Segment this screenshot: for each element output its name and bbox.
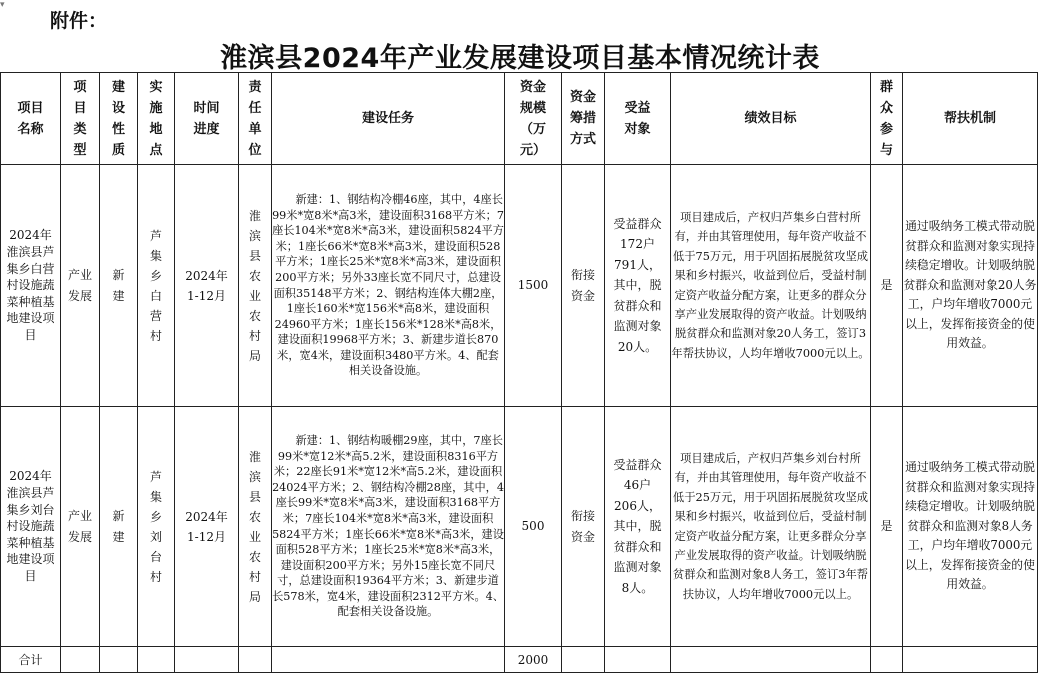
empty-cell [671,647,871,673]
empty-cell [871,647,903,673]
total-value-cell: 2000 [505,647,562,673]
table-row [1,407,1038,647]
beneficiary-cell: 受益群众172户791人，其中，脱贫群众和监测对象20人。 [605,165,671,407]
empty-cell [239,647,272,673]
fund-scale-cell: 1500 [505,165,562,407]
construction-nature-cell: 新建 [100,165,138,407]
total-label-cell: 合计 [1,647,61,673]
header-support-mechanism: 帮扶机制 [903,73,1038,165]
header-location: 实施地点 [138,73,175,165]
empty-cell [605,647,671,673]
header-fund-scale: 资金规模（万元） [505,73,562,165]
total-row [1,647,1038,673]
empty-cell [61,647,100,673]
header-project-type: 项目类型 [61,73,100,165]
attachment-label: 附件： [50,10,108,32]
cell-corner-marker: ▾ [0,0,5,10]
header-performance-goal: 绩效目标 [671,73,871,165]
header-fund-method: 资金筹措方式 [562,73,605,165]
header-beneficiary: 受益对象 [605,73,671,165]
header-participation: 群众参与 [871,73,903,165]
construction-nature-cell: 新建 [100,407,138,647]
empty-cell [138,647,175,673]
header-schedule: 时间进度 [175,73,239,165]
schedule-cell: 2024年1-12月 [175,407,239,647]
support-mechanism-cell: 通过吸纳务工模式带动脱贫群众和监测对象实现持续稳定增收。计划吸纳脱贫群众和监测对象8人务工，户均年增收7000元以上，发挥衔接资金的使用效益。 [903,407,1038,647]
responsible-unit-cell: 淮滨县农业农村局 [239,165,272,407]
table-row [1,165,1038,407]
construction-task-cell: 新建：1、钢结构冷棚46座，其中，4座长99米*宽8米*高3米，建设面积3168平方米；7座长104米*宽8米*高3米，建设面积5824平方米；1座长66米*宽8米*高3米，建设面积528平方米；1座长25米*宽8米*高3米，建设面积200平方米；另外33座长宽不同尺寸，总建设面积35148平方米；2、钢结构连体大棚2座，1座长160米*宽156米*高8米，建设面积24960平方米；1座长156米*128米*高8米，建设面积19968平方米；3、新建步道长870米，宽4米，建设面积3480平方米。4、配套相关设备设施。 [272,165,505,407]
project-name-cell: 2024年淮滨县芦集乡白营村设施蔬菜种植基地建设项目 [1,165,61,407]
header-construction-nature: 建设性质 [100,73,138,165]
project-type-cell: 产业发展 [61,165,100,407]
header-row [1,73,1038,165]
header-responsible-unit: 责任单位 [239,73,272,165]
fund-scale-cell: 500 [505,407,562,647]
project-type-cell: 产业发展 [61,407,100,647]
responsible-unit-cell: 淮滨县农业农村局 [239,407,272,647]
support-mechanism-cell: 通过吸纳务工模式带动脱贫群众和监测对象实现持续稳定增收。计划吸纳脱贫群众和监测对象20人务工，户均年增收7000元以上，发挥衔接资金的使用效益。 [903,165,1038,407]
project-name-cell: 2024年淮滨县芦集乡刘台村设施蔬菜种植基地建设项目 [1,407,61,647]
empty-cell [562,647,605,673]
beneficiary-cell: 受益群众46户206人，其中，脱贫群众和监测对象8人。 [605,407,671,647]
fund-method-cell: 衔接资金 [562,407,605,647]
page-title: 淮滨县2024年产业发展建设项目基本情况统计表 [220,43,820,74]
schedule-cell: 2024年1-12月 [175,165,239,407]
empty-cell [272,647,505,673]
participation-cell: 是 [871,165,903,407]
fund-method-cell: 衔接资金 [562,165,605,407]
header-construction-task: 建设任务 [272,73,505,165]
empty-cell [903,647,1038,673]
participation-cell: 是 [871,407,903,647]
location-cell: 芦集乡白营村 [138,165,175,407]
performance-goal-cell: 项目建成后，产权归芦集乡刘台村所有，并由其管理使用，每年资产收益不低于25万元，用于巩固拓展脱贫攻坚成果和乡村振兴，收益到位后，受益村制定资产收益分配方案，让更多群众分享产业发展取得的资产收益。计划吸纳脱贫群众和监测对象8人务工，签订3年帮扶协议，人均年增收7000元以上。 [671,407,871,647]
construction-task-cell: 新建：1、钢结构暖棚29座，其中，7座长99米*宽12米*高5.2米，建设面积8316平方米；22座长91米*宽12米*高5.2米，建设面积24024平方米；2、钢结构冷棚28座，其中，4座长99米*宽8米*高3米，建设面积3168平方米；7座长104米*宽8米*高3米，建设面积5824平方米；1座长66米*宽8米*高3米，建设面积528平方米；1座长25米*宽8米*高3米，建设面积200平方米；另外15座长宽不同尺寸，总建设面积19364平方米；3、新建步道长578米，宽4米，建设面积2312平方米。4、配套相关设备设施。 [272,407,505,647]
empty-cell [100,647,138,673]
performance-goal-cell: 项目建成后，产权归芦集乡白营村所有，并由其管理使用，每年资产收益不低于75万元，用于巩固拓展脱贫攻坚成果和乡村振兴，收益到位后，受益村制定资产收益分配方案，让更多的群众分享产业发展取得的资产收益。计划吸纳脱贫群众和监测对象20人务工，签订3年帮扶协议，人均年增收7000元以上。 [671,165,871,407]
statistics-table [0,72,1038,673]
location-cell: 芦集乡刘台村 [138,407,175,647]
header-project-name: 项目名称 [1,73,61,165]
empty-cell [175,647,239,673]
